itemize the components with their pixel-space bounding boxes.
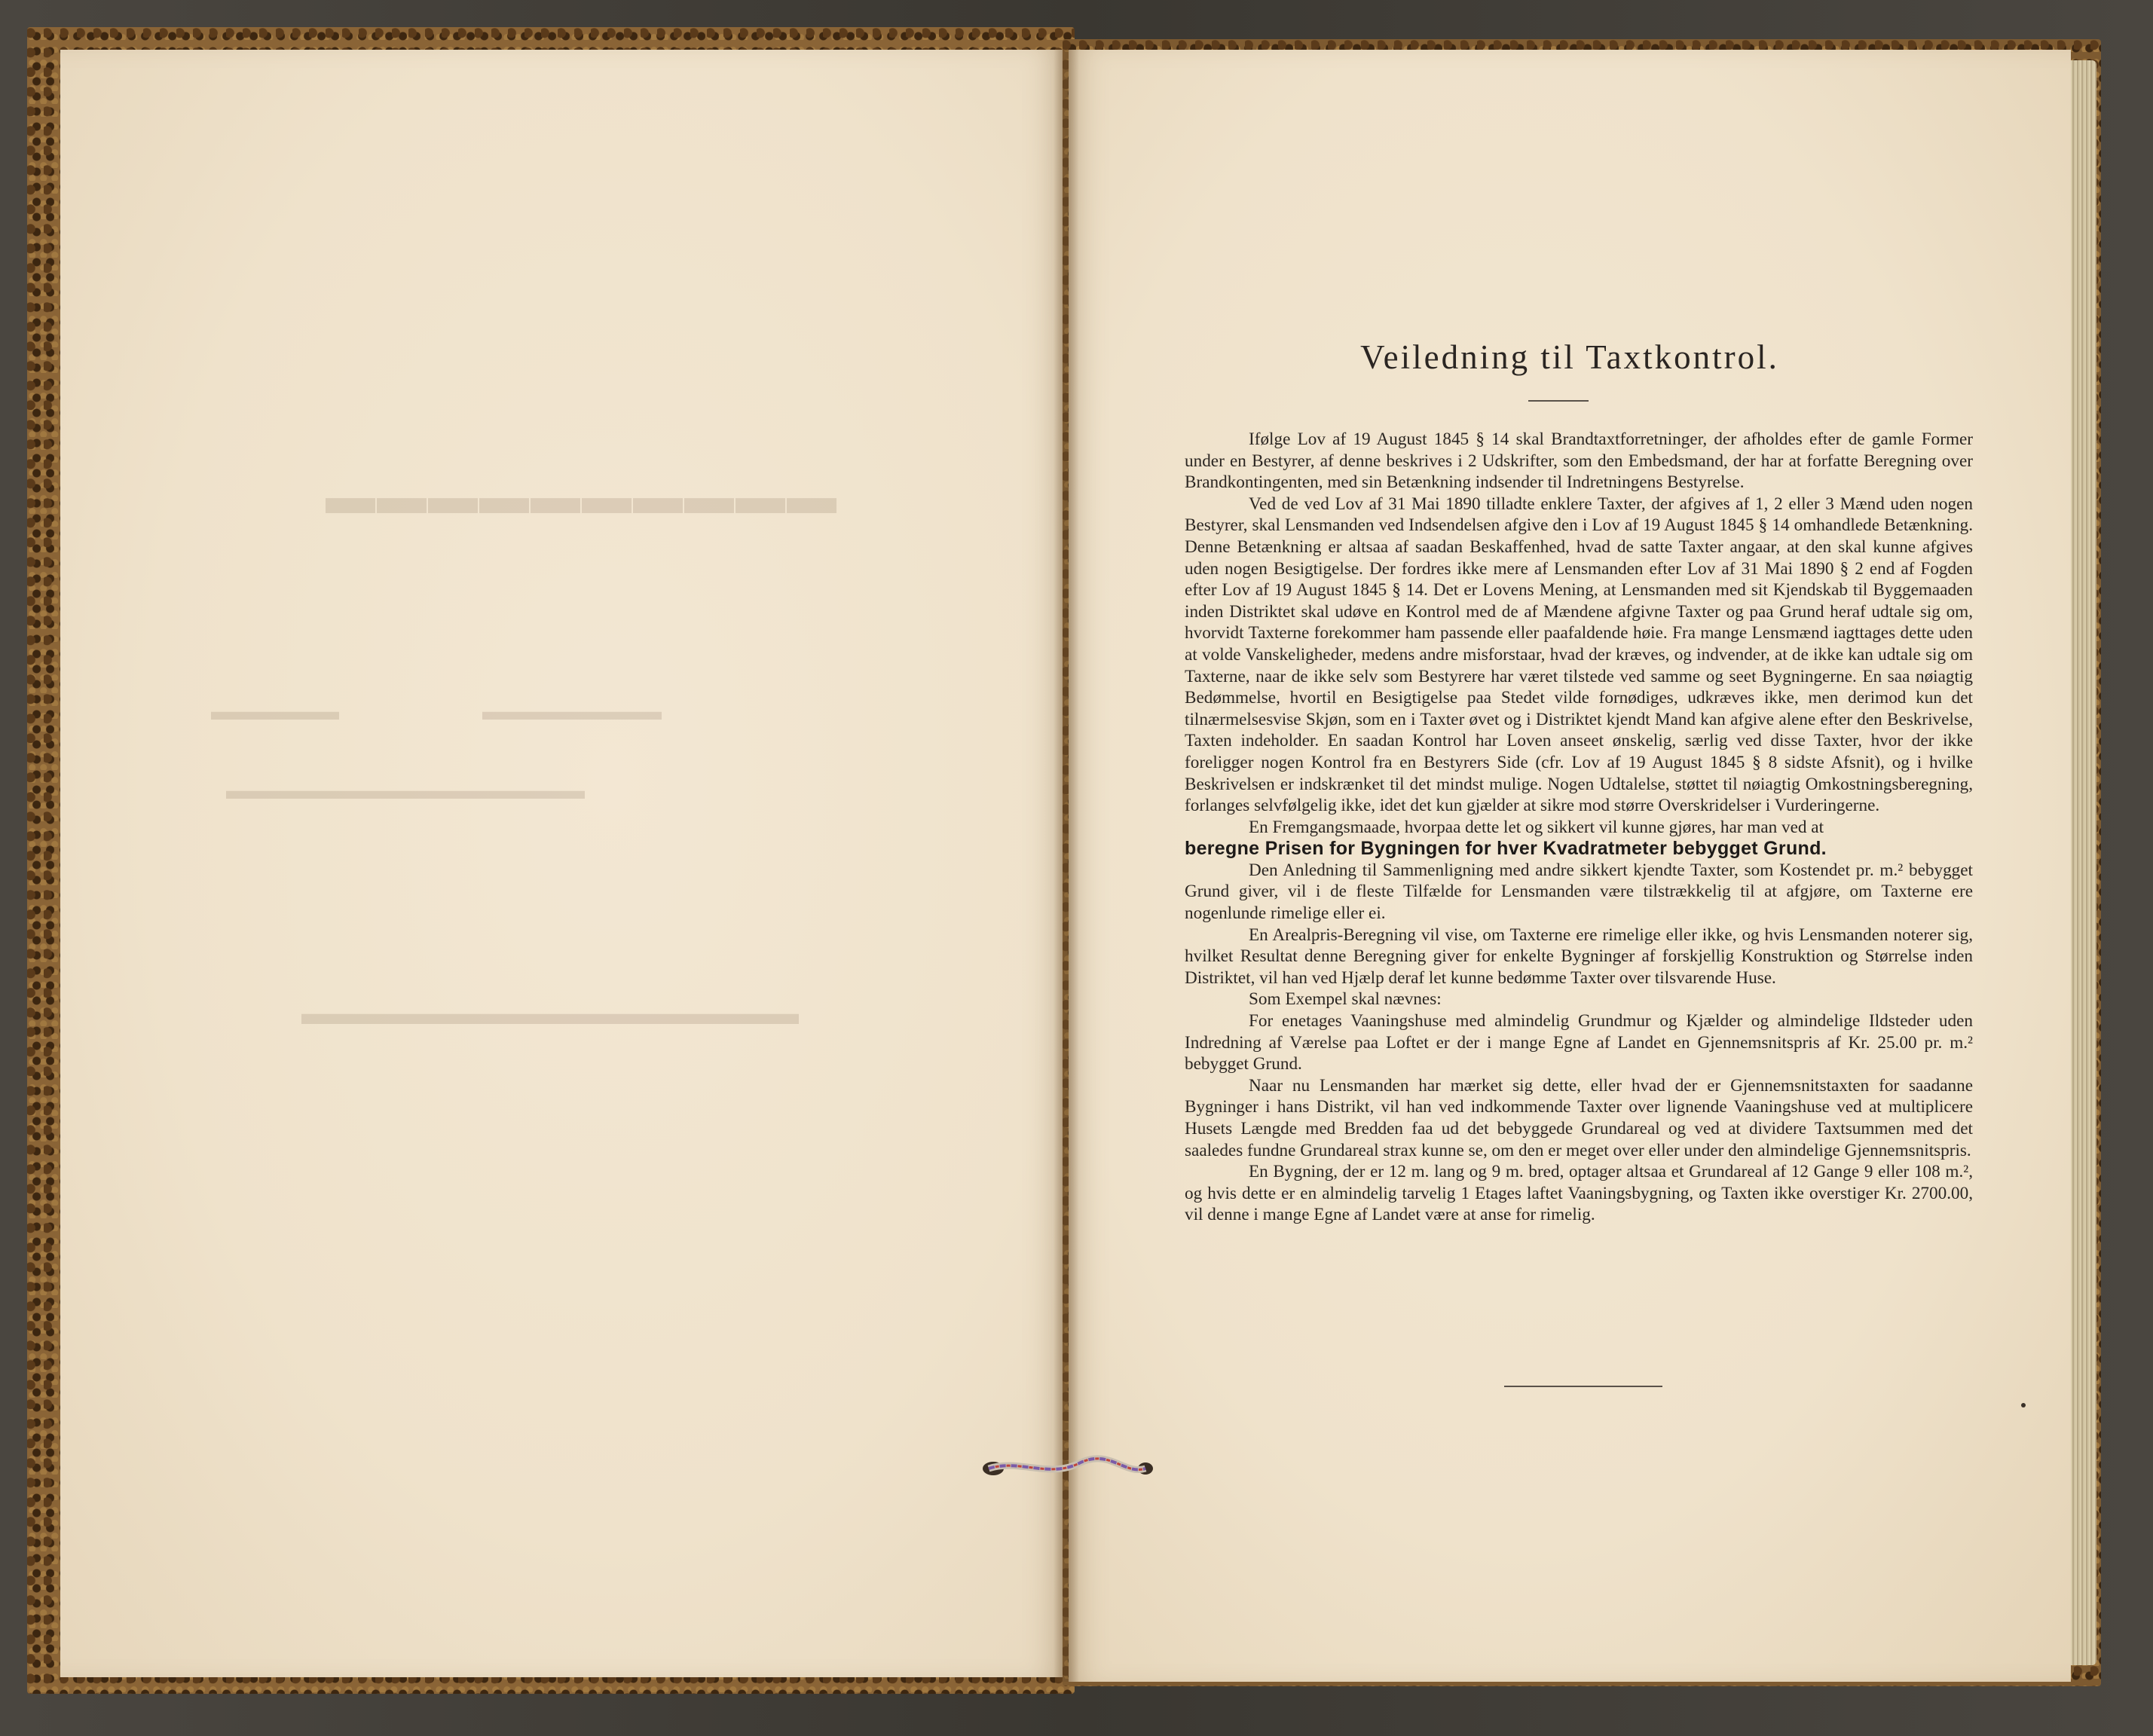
paragraph: En Fremgangsmaade, hvorpaa dette let og sikkert vil kunne gjøres, har man ved at — [1249, 817, 1824, 837]
paragraph: Den Anledning til Sammenligning med andre sikkert kjendte Taxter, som Kostendet pr. m.² bebygget Grund giver, vil i de fleste Tilfælde for Lensmanden være tilstrækkelig til at afgjøre, om Taxterne ere nogenlunde rimelige eller ei. — [1185, 860, 1973, 924]
ink-speck — [2021, 1403, 2026, 1407]
paragraph: Som Exempel skal nævnes: — [1249, 989, 1442, 1010]
paragraph: For enetages Vaaningshuse med almindelig Grundmur og Kjælder og almindelige Ildsteder uden Indredning af Værelse paa Loftet er der i mange Egne af Landet en Gjennemsnitspris af Kr. 25.00 pr. m.² bebygget Grund. — [1185, 1011, 1973, 1074]
page-title: Veiledning til Taxtkontrol. — [1360, 338, 1779, 376]
title-divider — [1528, 400, 1589, 402]
show-through-mark: ▬▬▬▬▬▬▬▬▬▬ — [324, 468, 836, 524]
show-through-mark: ▬▬▬▬▬ — [211, 697, 339, 726]
page-edges — [2066, 60, 2096, 1665]
show-through-mark: ▬▬▬▬▬▬▬ — [482, 697, 662, 726]
document-body — [1185, 429, 1973, 1226]
emphasized-instruction: beregne Prisen for Bygningen for hver Kvadratmeter bebygget Grund. — [1185, 838, 1827, 860]
show-through-mark: ▬▬▬▬▬▬▬▬▬▬▬▬▬▬ — [226, 776, 585, 805]
left-page — [60, 50, 1063, 1677]
paragraph: Naar nu Lensmanden har mærket sig dette, eller hvad der er Gjennemsnitstaxten for saadanne Bygninger i hans Distrikt, vil han ved indkommende Taxter over lignende Vaaningshuse ved at multiplicere Husets Længde med Bredden faa ud det bebyggede Grundareal og ved at dividere Taxtsummen med det saaledes fundne Grundareal strax kunne se, om den er meget over eller under den almindelige Gjennemsnitspris. — [1185, 1075, 1973, 1160]
paragraph: Ifølge Lov af 19 August 1845 § 14 skal Brandtaxtforretninger, der afholdes efter de gamle Former under en Bestyrer, af denne beskrives i 2 Udskrifter, som den Embedsmand, der har at forfatte Beregning over Brandkontingenten, med sin Betænkning indsender til Indretningens Bestyrelse. — [1185, 429, 1973, 493]
binding-thread — [974, 1453, 1154, 1484]
book-gutter — [1054, 50, 1079, 1682]
end-divider — [1504, 1386, 1662, 1387]
paragraph: En Bygning, der er 12 m. lang og 9 m. bred, optager altsaa et Grundareal af 12 Gange 9 eller 108 m.², og hvis dette er en almindelig tarvelig 1 Etages laftet Vaaningsbygning, og Taxten ikke overstiger Kr. 2700.00, vil denne i mange Egne af Landet være at anse for rimelig. — [1185, 1162, 1973, 1225]
show-through-mark: ▬▬▬▬▬▬▬▬▬▬▬▬▬▬▬ — [301, 995, 799, 1032]
paragraph: En Arealpris-Beregning vil vise, om Taxterne ere rimelige eller ikke, og hvis Lensmanden noterer sig, hvilket Resultat denne Beregning giver for enkelte Bygninger af forskjellig Konstruktion og Størrelse inden Distriktet, vil han ved Hjælp deraf let kunne bedømme Taxter over tilsvarende Huse. — [1185, 925, 1973, 988]
paragraph: Ved de ved Lov af 31 Mai 1890 tilladte enklere Taxter, der afgives af 1, 2 eller 3 Mænd uden nogen Bestyrer, skal Lensmanden ved Indsendelsen afgive den i Lov af 19 August 1845 § 14 omhandlede Betænkning. Denne Betænkning er altsaa af saadan Beskaffenhed, hvad de satte Taxter angaar, at den skal kunne afgives uden nogen Besigtigelse. Der fordres ikke mere af Lensmanden efter Lov af 31 Mai 1890 § 2 end af Fogden efter Lov af 19 August 1845 § 14. Det er Lovens Mening, at Lensmanden med sit Kjendskab til Byggemaaden inden Distriktet skal udøve en Kontrol med de af Mændene afgivne Taxter og paa Grund heraf udtale sig om, hvorvidt Taxterne forekommer ham passende eller paafaldende høie. Fra mange Lensmænd iagttages dette uden at volde Vanskeligheder, medens andre misforstaar, hvad der kræves, og indvender, at de ikke kan udtale sig om Taxterne, naar de ikke selv som Bestyrere har været tilstede ved samme og seet Bygningerne. En saa nøiagtig Bedømmelse, hvortil en Besigtigelse paa Stedet vilde fornødiges, udkræves ikke, men derimod kun det tilnærmelsesvise Skjøn, som en i Taxter øvet og i Distriktet kjendt Mand kan afgive alene efter den Beskrivelse, Taxten indeholder. En saadan Kontrol har Loven anseet ønskelig, særlig ved disse Taxter, hvor der ikke foreligger nogen Kontrol fra en Bestyrers Side (cfr. Lov af 19 August 1845 § 8 sidste Afsnit), og i hvilke Beskrivelsen er indskrænket til det mindst mulige. Nogen Udtalelse, støttet til nøiagtig Omkostningsberegning, forlanges selvfølgelig ikke, idet det kun gjælder at sikre mod større Overskridelser i Vurderingerne. — [1185, 494, 1973, 816]
